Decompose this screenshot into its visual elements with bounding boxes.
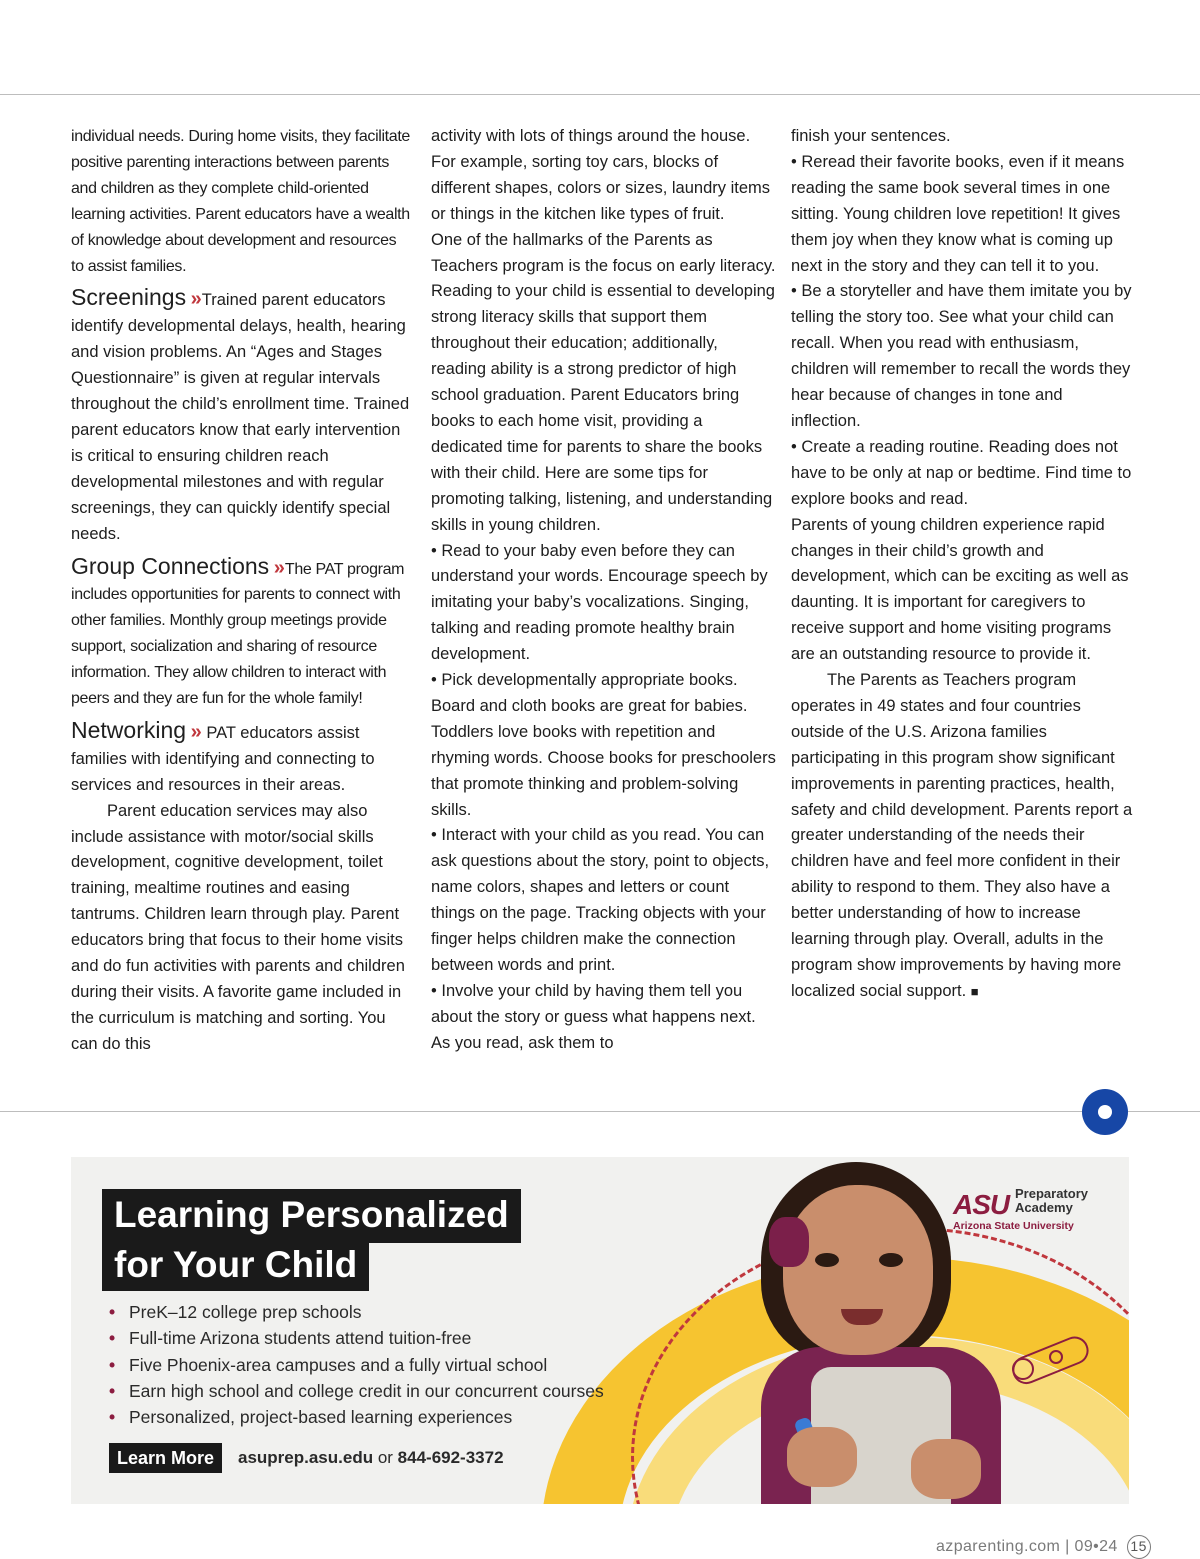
list-item: • Earn high school and college credit in our concurrent courses xyxy=(109,1378,604,1404)
tip-bullet: • Read to your baby even before they can understand your words. Encourage speech by imitating your baby’s vocalizations. Singing, talking and reading promote healthy brain development. xyxy=(431,541,768,664)
section-heading-networking: Networking xyxy=(71,716,187,743)
ad-title-line-2: for Your Child xyxy=(102,1241,369,1291)
tip-bullet: • Be a storyteller and have them imitate you by telling the story too. See what your child can recall. When you read with enthusiasm, children will remember to recall the words they hear because of changes in tone and inflection. xyxy=(791,282,1132,430)
screenings-paragraph xyxy=(71,285,411,547)
paragraph: Parent education services may also include assistance with motor/social skills development, cognitive development, toilet training, mealtime routines and easing tantrums. Children learn through play. Parent educators bring that focus to their home visits and do fun activities with parents and children during their visits. A favorite game included in the curriculum is matching and sorting. You can do this xyxy=(71,801,405,1053)
paragraph-text: The Parents as Teachers program operates in 49 states and four countries outside of the U.S. Arizona families participating in this program show significant improvements in parenting practices, health, safety and child development. Parents report a greater understanding of the needs their children have and feel more confident in their ability to respond to them. They also have a better understanding of how to increase learning through play. Overall, adults in the program show improvements by having more localized social support. xyxy=(791,671,1133,1000)
learn-more-button[interactable]: Learn More xyxy=(109,1443,222,1473)
eye xyxy=(815,1253,839,1267)
column-1 xyxy=(71,124,411,1058)
section-text: Trained parent educators identify developmental delays, health, hearing and vision problems. An “Ages and Stages Questionnaire” is given at regular intervals throughout the child’s enrollment time. Trained parent educators know that early intervention is critical to ensuring children reach developmental milestones and with regular screenings, they can quickly identify special needs. xyxy=(71,291,410,543)
logo-line: Academy xyxy=(1015,1200,1073,1215)
ad-or-text: or xyxy=(373,1448,398,1467)
section-heading-screenings: Screenings xyxy=(71,284,187,311)
list-item: • PreK–12 college prep schools xyxy=(109,1299,604,1325)
column-3 xyxy=(791,124,1136,1005)
paragraph xyxy=(791,668,1136,1005)
paragraph: One of the hallmarks of the Parents as Teachers program is the focus on early literacy. Reading to your child is essential to developing strong literacy skills that support them throughout their education; additionally, reading ability is a strong predictor of high school graduation. Parent Educators bring books to each home visit, providing a dedicated time for parents to share the books with their child. Here are some tips for promoting talking, listening, and understanding skills in young children. xyxy=(431,230,776,534)
footer-site: azparenting.com | 09•24 xyxy=(936,1538,1118,1556)
diploma-icon xyxy=(1001,1329,1101,1389)
tip-bullet: • Pick developmentally appropriate books. Board and cloth books are great for babies. Toddlers love books with repetition and rhyming words. Choose books for preschoolers that promote thinking and problem-solving skills. xyxy=(431,671,776,819)
page-number: 15 xyxy=(1127,1535,1151,1559)
page-footer xyxy=(936,1535,1151,1559)
ad-phone-link[interactable]: 844-692-3372 xyxy=(397,1448,504,1467)
list-item: • Five Phoenix-area campuses and a fully virtual school xyxy=(109,1352,604,1378)
section-heading-group-connections: Group Connections xyxy=(71,552,270,579)
tip-bullet: • Interact with your child as you read. You can ask questions about the story, point to objects, name colors, shapes and letters or count things on the page. Tracking objects with your finger helps children make the connection between words and print. xyxy=(431,826,770,974)
tip-bullet: • Reread their favorite books, even if it means reading the same book several times in one sitting. Young children love repetition! It gives them joy when they know what is coming up next in the story and they can tell it to you. xyxy=(791,152,1125,275)
top-rule xyxy=(0,94,1200,95)
tip-bullet: • Create a reading routine. Reading does not have to be only at nap or bedtime. Find time to explore books and read. xyxy=(791,437,1132,508)
arrow-marker: » xyxy=(190,720,202,743)
section-dot-icon xyxy=(1082,1089,1128,1135)
hair-bow xyxy=(769,1217,809,1267)
ad-contact xyxy=(238,1447,504,1469)
asu-logo-text xyxy=(1015,1187,1115,1215)
face xyxy=(783,1185,933,1355)
paragraph: Parents of young children experience rapid changes in their child’s growth and development, which can be exciting as well as daunting. It is important for caregivers to receive support and home visiting programs are an outstanding resource to provide it. xyxy=(791,515,1129,664)
logo-line: Preparatory xyxy=(1015,1186,1088,1201)
paragraph: activity with lots of things around the house. For example, sorting toy cars, blocks of different shapes, colors or sizes, laundry items or things in the kitchen like types of fruit. xyxy=(431,127,771,223)
column-2 xyxy=(431,124,776,1057)
advertisement[interactable] xyxy=(71,1157,1129,1504)
arrow-marker: » xyxy=(273,556,285,579)
list-item: • Full-time Arizona students attend tuition-free xyxy=(109,1325,604,1351)
section-text: PAT educators assist families with identifying and connecting to services and resources in their areas. xyxy=(71,723,375,794)
eye xyxy=(879,1253,903,1267)
paragraph: finish your sentences. xyxy=(791,127,951,145)
tip-bullet: • Involve your child by having them tell you about the story or guess what happens next. As you read, ask them to xyxy=(431,981,756,1052)
asu-logo-subtitle: Arizona State University xyxy=(953,1220,1074,1232)
ad-title-line-1: Learning Personalized xyxy=(102,1189,521,1243)
hand xyxy=(911,1439,981,1499)
section-text: The PAT program includes opportunities for parents to connect with other families. Monthly group meetings provide support, socialization and sharing of resource information. They allow children to interact with peers and they are fun for the whole family! xyxy=(71,560,405,708)
asu-logo-mark: ASU xyxy=(953,1189,1010,1220)
ad-bullet-list xyxy=(109,1299,604,1430)
mid-rule xyxy=(0,1111,1200,1112)
group-paragraph xyxy=(71,554,411,712)
paragraph: individual needs. During home visits, they facilitate positive parenting interactions between parents and children as they complete child-oriented learning activities. Parent educators have a wealth of knowledge about development and resources to assist families. xyxy=(71,128,410,275)
ad-url-link[interactable]: asuprep.asu.edu xyxy=(238,1448,374,1467)
hand xyxy=(787,1427,857,1487)
end-mark: ■ xyxy=(970,983,979,999)
list-item: • Personalized, project-based learning experiences xyxy=(109,1404,604,1430)
arrow-marker: » xyxy=(190,288,202,311)
networking-paragraph xyxy=(71,718,411,799)
